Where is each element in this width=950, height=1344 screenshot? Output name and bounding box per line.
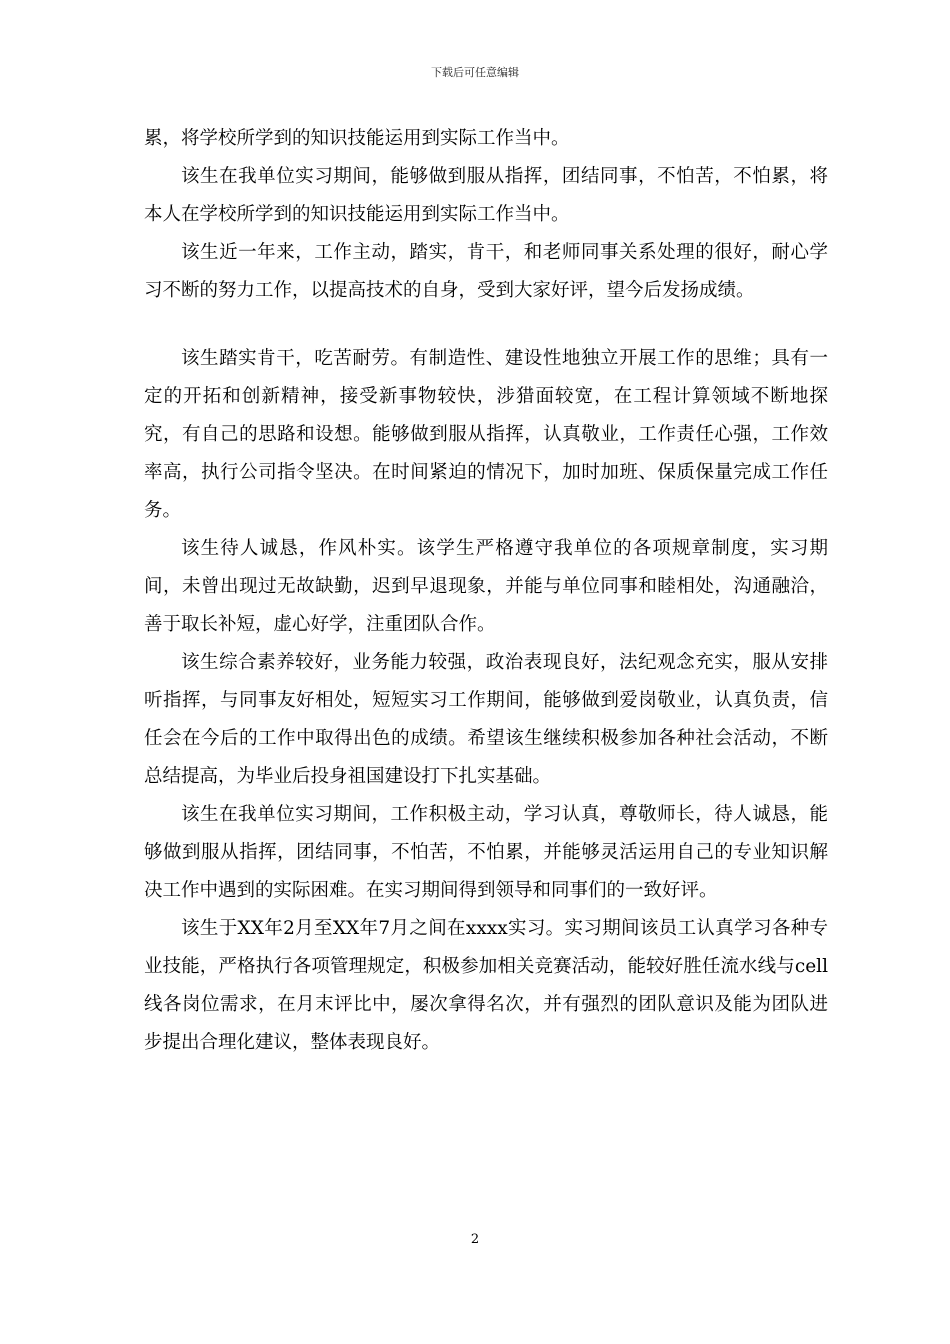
paragraph: 该生在我单位实习期间，能够做到服从指挥，团结同事，不怕苦，不怕累，将本人在学校所学到的知识技能运用到实际工作当中。 bbox=[144, 166, 828, 225]
paragraph: 该生综合素养较好，业务能力较强，政治表现良好，法纪观念充实，服从安排听指挥，与同事友好相处，短短实习工作期间，能够做到爱岗敬业，认真负责，信任会在今后的工作中取得出色的成绩。希望该生继续积极参加各种社会活动，不断总结提高，为毕业后投身祖国建设打下扎实基础。 bbox=[144, 652, 828, 787]
paragraph: 该生于XX年2月至XX年7月之间在xxxx实习。实习期间该员工认真学习各种专业技能，严格执行各项管理规定，积极参加相关竞赛活动，能较好胜任流水线与cell线各岗位需求，在月末评比中，屡次拿得名次，并有强烈的团队意识及能为团队进步提出合理化建议，整体表现良好。 bbox=[144, 918, 828, 1053]
document-body bbox=[144, 120, 828, 1062]
paragraph-continuation: 累，将学校所学到的知识技能运用到实际工作当中。 bbox=[144, 128, 570, 149]
page-number: 2 bbox=[470, 1232, 480, 1247]
page-header: 下载后可任意编辑 bbox=[431, 66, 519, 79]
paragraph: 该生近一年来，工作主动，踏实，肯干，和老师同事关系处理的很好，耐心学习不断的努力工作，以提高技术的自身，受到大家好评，望今后发扬成绩。 bbox=[144, 242, 828, 301]
paragraph: 该生待人诚恳，作风朴实。该学生严格遵守我单位的各项规章制度，实习期间，未曾出现过无故缺勤，迟到早退现象，并能与单位同事和睦相处，沟通融洽，善于取长补短，虚心好学，注重团队合作。 bbox=[144, 538, 828, 635]
paragraph: 该生踏实肯干，吃苦耐劳。有制造性、建设性地独立开展工作的思维；具有一定的开拓和创新精神，接受新事物较快，涉猎面较宽，在工程计算领域不断地探究，有自己的思路和设想。能够做到服从指挥，认真敬业，工作责任心强，工作效率高，执行公司指令坚决。在时间紧迫的情况下，加时加班、保质保量完成工作任务。 bbox=[144, 348, 828, 521]
paragraph: 该生在我单位实习期间，工作积极主动，学习认真，尊敬师长，待人诚恳，能够做到服从指挥，团结同事，不怕苦，不怕累，并能够灵活运用自己的专业知识解决工作中遇到的实际困难。在实习期间得到领导和同事们的一致好评。 bbox=[144, 804, 828, 901]
